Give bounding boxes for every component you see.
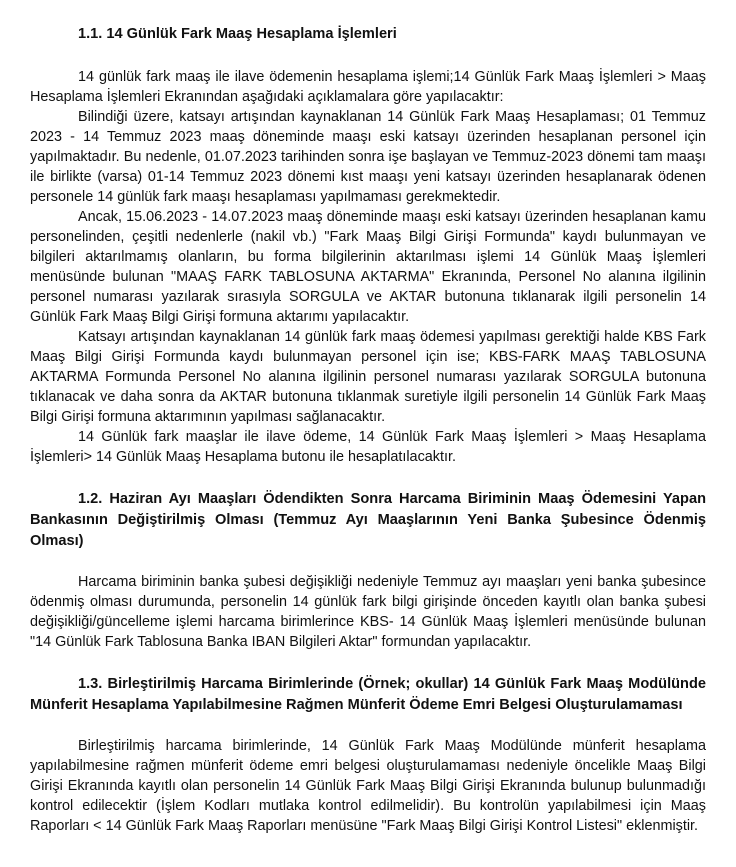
paragraph-1-1-katsayi: Bilindiği üzere, katsayı artışından kaynaklanan 14 Günlük Fark Maaş Hesaplaması; 01 Temmuz 2023 - 14 Temmuz 2023 maaş döneminde maaşı eski katsayı üzerinden hesaplanan personel için yapılmaktadır. Bu nedenle, 01.07.2023 tarihinden sonra işe başlayan ve Temmuz-2023 dönemi tam maaşı ile birlikte (varsa) 01-14 Temmuz 2023 dönemi kıst maaşı yeni katsayı üzerinden hesaplanarak ödenen personele 14 günlük fark maaşı hesaplaması yapılmaması gerekmektedir. bbox=[30, 109, 706, 205]
paragraph-1-1-intro: 14 günlük fark maaş ile ilave ödemenin hesaplama işlemi;14 Günlük Fark Maaş İşlemleri > Maaş Hesaplama İşlemleri Ekranından aşağıdaki açıklamalara göre yapılacaktır: bbox=[30, 69, 706, 105]
paragraph-1-3-birlestirilmis: Birleştirilmiş harcama birimlerinde, 14 Günlük Fark Maaş Modülünde münferit hesaplama yapılabilmesine rağmen münferit ödeme emri belgesi oluşturulamaması nedeniyle öncelikle Maaş Bilgi Girişi Ekranında kayıtlı olan personelin 14 Günlük Fark Maaş Bilgi Girişi Ekranında bulunup bulunmadığı kontrol edilecektir (İşlem Kodları mutlaka kontrol edilmelidir). Bu kontrolün yapılabilmesi için Maaş Raporları < 14 Günlük Fark Maaş Raporları menüsüne "Fark Maaş Bilgi Girişi Kontrol Listesi" eklenmiştir. bbox=[30, 738, 706, 834]
section-heading-1-1: 1.1. 14 Günlük Fark Maaş Hesaplama İşlemleri bbox=[78, 26, 397, 42]
paragraph-1-1-kbs-aktarma: Katsayı artışından kaynaklanan 14 günlük fark maaş ödemesi yapılması gerektiği halde KBS Fark Maaş Bilgi Girişi Formunda kaydı bulunmayan personel için ise; KBS-FARK MAAŞ TABLOSUNA AKTARMA Formunda Personel No alanına ilgilinin personel numarası yazılarak SORGULA butonuna tıklanacak ve daha sonra da AKTAR butonuna tıklanmak suretiyle ilgili personelin 14 Günlük Fark Maaş Bilgi Girişi formuna aktarımının yapılması sağlanacaktır. bbox=[30, 329, 706, 425]
paragraph-1-1-hesaplama-butonu: 14 Günlük fark maaşlar ile ilave ödeme, 14 Günlük Fark Maaş İşlemleri > Maaş Hesaplama İşlemleri> 14 Günlük Maaş Hesaplama butonu ile hesaplatılacaktır. bbox=[30, 429, 706, 465]
paragraph-1-1-ancak: Ancak, 15.06.2023 - 14.07.2023 maaş döneminde maaşı eski katsayı üzerinden hesaplanan kamu personelinden, çeşitli nedenlerle (nakil vb.) "Fark Maaş Bilgi Girişi Formunda" kaydı bulunmayan ve bilgileri aktarılmamış olanların, bu forma bilgilerinin aktarılması işlemi 14 Günlük Maaş İşlemleri menüsünde bulunan "MAAŞ FARK TABLOSUNA AKTARMA" Ekranında, Personel No alanına ilgilinin personel numarası yazılarak sırasıyla SORGULA ve AKTAR butonuna tıklanarak ilgili personelin 14 Günlük Fark Maaş Bilgi Girişi formuna aktarımı yapılacaktır. bbox=[30, 209, 706, 325]
section-heading-1-2: 1.2. Haziran Ayı Maaşları Ödendikten Sonra Harcama Biriminin Maaş Ödemesini Yapan Bankasının Değiştirilmiş Olması (Temmuz Ayı Maaşlarının Yeni Banka Şubesince Ödenmiş Olması) bbox=[30, 491, 706, 549]
section-heading-1-3: 1.3. Birleştirilmiş Harcama Birimlerinde (Örnek; okullar) 14 Günlük Fark Maaş Modülünde Münferit Hesaplama Yapılabilmesine Rağmen Münferit Ödeme Emri Belgesi Oluşturulamaması bbox=[30, 676, 706, 713]
paragraph-1-2-banka-subesi: Harcama biriminin banka şubesi değişikliği nedeniyle Temmuz ayı maaşları yeni banka şubesince ödenmiş olması durumunda, personelin 14 günlük fark bilgi girişinde önceden kayıtlı olan banka şubesi değişikliği/güncelleme işlemi harcama birimlerince KBS- 14 Günlük Maaş İşlemleri menüsünde bulunan "14 Günlük Fark Tablosuna Banka IBAN Bilgileri Aktar" formundan yapılacaktır. bbox=[30, 574, 706, 650]
